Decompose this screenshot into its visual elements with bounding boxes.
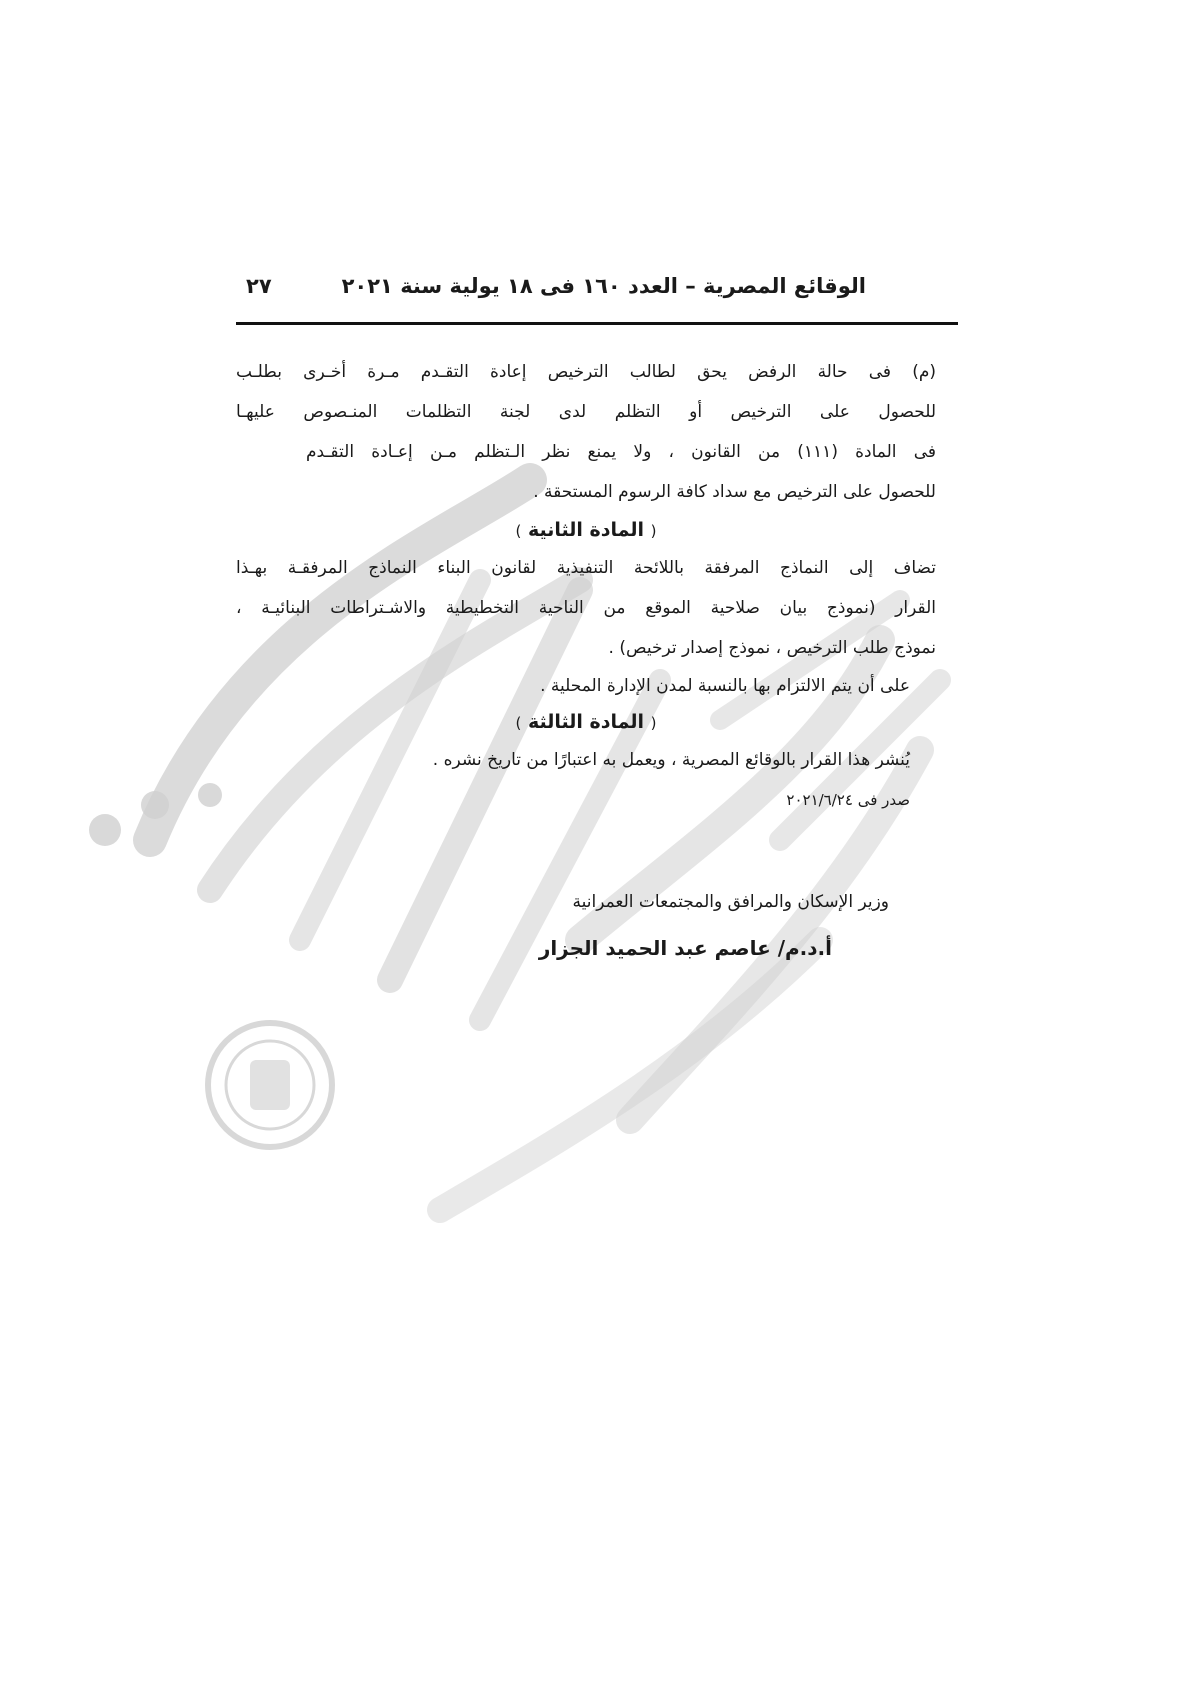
article-line: تضاف إلى النماذج المرفقة باللائحة التنفيذية لقانون البناء النماذج المرفقـة بهـذا <box>236 558 936 578</box>
article-three-title: المادة الثالثة <box>527 711 645 733</box>
minister-name: أ.د.م/ عاصم عبد الحميد الجزار <box>538 936 832 960</box>
page-number: ٢٧ <box>246 274 272 298</box>
article-three-heading <box>236 704 936 740</box>
paragraph-line: (م) فى حالة الرفض يحق لطالب الترخيص إعادة التقـدم مـرة أخـرى بطلـب <box>236 362 936 382</box>
article-two-text <box>236 548 936 704</box>
heading-paren-close: ) <box>515 522 522 540</box>
paragraph-line: للحصول على الترخيص أو التظلم لدى لجنة التظلمات المنـصوص عليهـا <box>236 402 936 422</box>
heading-paren-close: ) <box>515 714 522 732</box>
article-two-heading <box>236 512 936 548</box>
article-line: على أن يتم الالتزام بها بالنسبة لمدن الإدارة المحلية . <box>540 676 910 696</box>
article-line: نموذج طلب الترخيص ، نموذج إصدار ترخيص) . <box>608 638 936 658</box>
article-line: يُنشر هذا القرار بالوقائع المصرية ، ويعمل به اعتبارًا من تاريخ نشره . <box>432 750 910 770</box>
paragraph-m <box>236 352 936 512</box>
paragraph-line: فى المادة (١١١) من القانون ، ولا يمنع نظر الـتظلم مـن إعـادة التقـدم <box>306 442 936 462</box>
issue-date-line: صدر فى ٢٠٢١/٦/٢٤ <box>786 791 910 809</box>
header-divider <box>236 322 958 325</box>
gazette-issue-title: الوقائع المصرية – العدد ١٦٠ فى ١٨ يولية سنة ٢٠٢١ <box>341 274 866 298</box>
page-header <box>236 272 958 322</box>
article-line: القرار (نموذج بيان صلاحية الموقع من الناحية التخطيطية والاشـتراطات البنائيـة ، <box>236 598 936 618</box>
article-three-text <box>236 740 936 820</box>
heading-paren-open: ( <box>650 714 657 732</box>
minister-title: وزير الإسكان والمرافق والمجتمعات العمرانية <box>572 892 889 912</box>
heading-paren-open: ( <box>650 522 657 540</box>
article-two-title: المادة الثانية <box>527 519 645 541</box>
paragraph-line: للحصول على الترخيص مع سداد كافة الرسوم المستحقة . <box>533 482 936 502</box>
decree-body <box>236 352 936 820</box>
